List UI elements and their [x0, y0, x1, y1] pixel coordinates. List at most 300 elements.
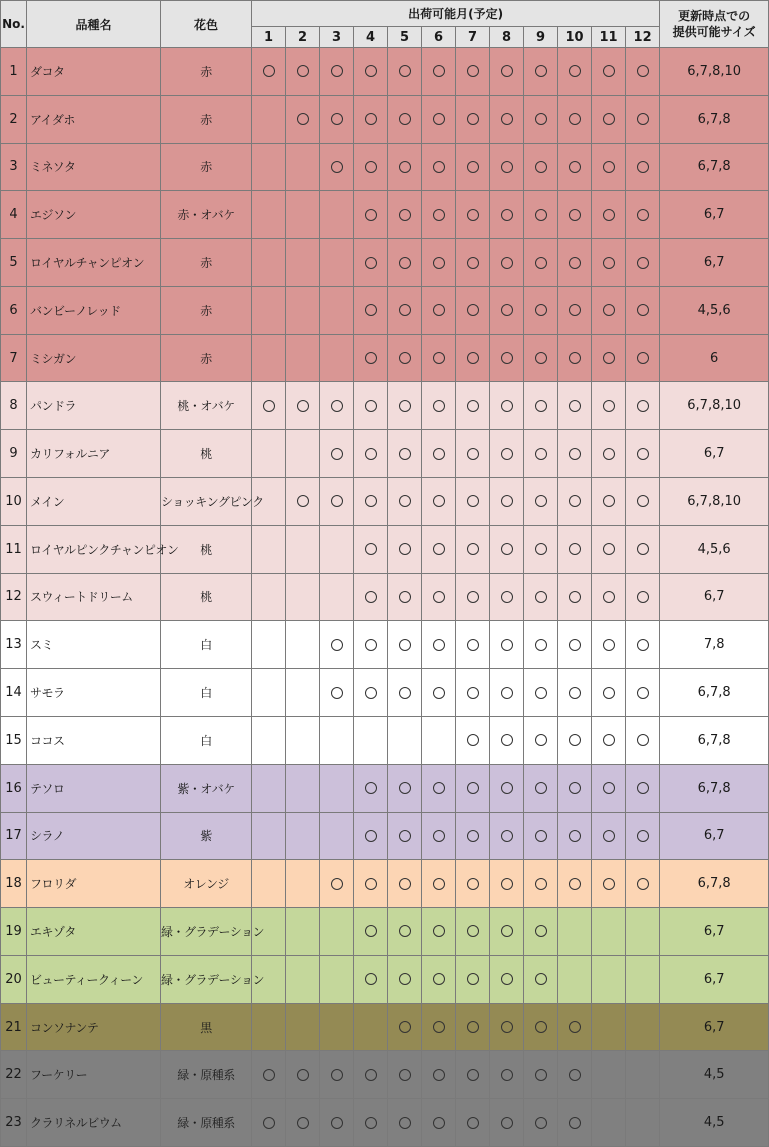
month-cell-9: [524, 860, 558, 908]
available-mark-icon: [399, 973, 411, 985]
available-mark-icon: [433, 925, 445, 937]
variety-name: フーケリー: [27, 1051, 161, 1099]
month-cell-3: [320, 478, 354, 526]
available-mark-icon: [535, 113, 547, 125]
month-cell-10: [558, 286, 592, 334]
available-mark-icon: [501, 65, 513, 77]
month-cell-2: [286, 334, 320, 382]
month-cell-11: [592, 716, 626, 764]
month-cell-5: [388, 716, 422, 764]
flower-color: 白: [161, 669, 252, 717]
row-number: 21: [1, 1003, 27, 1051]
flower-color: 桃: [161, 525, 252, 573]
available-mark-icon: [535, 973, 547, 985]
month-cell-4: [354, 1051, 388, 1099]
month-cell-7: [456, 525, 490, 573]
table-row: [1, 764, 769, 812]
month-cell-4: [354, 143, 388, 191]
available-mark-icon: [603, 495, 615, 507]
available-mark-icon: [501, 495, 513, 507]
available-mark-icon: [603, 304, 615, 316]
available-sizes: 6,7: [660, 812, 769, 860]
available-mark-icon: [433, 257, 445, 269]
available-mark-icon: [535, 591, 547, 603]
flower-color: 白: [161, 716, 252, 764]
available-mark-icon: [433, 973, 445, 985]
month-cell-7: [456, 1051, 490, 1099]
available-mark-icon: [365, 113, 377, 125]
variety-name: ココス: [27, 716, 161, 764]
table-row: [1, 621, 769, 669]
month-cell-2: [286, 955, 320, 1003]
month-cell-2: [286, 1099, 320, 1147]
available-mark-icon: [433, 1069, 445, 1081]
available-mark-icon: [399, 65, 411, 77]
available-mark-icon: [433, 830, 445, 842]
row-number: 9: [1, 430, 27, 478]
month-cell-6: [422, 669, 456, 717]
table-row: [1, 860, 769, 908]
month-cell-8: [490, 382, 524, 430]
month-cell-12: [626, 430, 660, 478]
flower-color: 黒: [161, 1003, 252, 1051]
month-cell-2: [286, 191, 320, 239]
available-mark-icon: [433, 1021, 445, 1033]
row-number: 20: [1, 955, 27, 1003]
month-cell-3: [320, 382, 354, 430]
month-cell-11: [592, 860, 626, 908]
available-sizes: 6,7,8: [660, 143, 769, 191]
month-cell-3: [320, 669, 354, 717]
table-row: [1, 812, 769, 860]
available-mark-icon: [433, 65, 445, 77]
month-cell-9: [524, 478, 558, 526]
available-mark-icon: [603, 257, 615, 269]
available-mark-icon: [603, 161, 615, 173]
flower-color: 桃: [161, 573, 252, 621]
month-cell-2: [286, 1003, 320, 1051]
month-cell-3: [320, 716, 354, 764]
month-cell-1: [252, 1003, 286, 1051]
available-mark-icon: [569, 1069, 581, 1081]
month-cell-5: [388, 525, 422, 573]
available-mark-icon: [603, 352, 615, 364]
month-cell-11: [592, 669, 626, 717]
variety-name: メイン: [27, 478, 161, 526]
available-mark-icon: [433, 161, 445, 173]
available-mark-icon: [501, 304, 513, 316]
available-mark-icon: [399, 495, 411, 507]
variety-name: スミ: [27, 621, 161, 669]
table-row: [1, 48, 769, 96]
month-cell-1: [252, 860, 286, 908]
month-cell-6: [422, 1003, 456, 1051]
flower-color: 桃: [161, 430, 252, 478]
month-cell-6: [422, 621, 456, 669]
month-cell-10: [558, 143, 592, 191]
variety-name: クラリネルビウム: [27, 1099, 161, 1147]
available-mark-icon: [467, 878, 479, 890]
month-cell-2: [286, 812, 320, 860]
month-cell-5: [388, 48, 422, 96]
month-cell-7: [456, 286, 490, 334]
table-row: [1, 669, 769, 717]
month-cell-7: [456, 191, 490, 239]
available-sizes: 6,7,8: [660, 716, 769, 764]
available-mark-icon: [569, 400, 581, 412]
month-cell-4: [354, 48, 388, 96]
month-cell-12: [626, 95, 660, 143]
available-mark-icon: [365, 925, 377, 937]
available-mark-icon: [535, 1069, 547, 1081]
available-mark-icon: [433, 1117, 445, 1129]
row-number: 15: [1, 716, 27, 764]
month-cell-1: [252, 334, 286, 382]
available-mark-icon: [331, 687, 343, 699]
flower-color: 赤・オバケ: [161, 191, 252, 239]
available-mark-icon: [433, 304, 445, 316]
available-mark-icon: [433, 352, 445, 364]
available-mark-icon: [569, 591, 581, 603]
available-mark-icon: [331, 495, 343, 507]
available-sizes: 4,5,6: [660, 286, 769, 334]
available-mark-icon: [501, 1021, 513, 1033]
table-row: [1, 382, 769, 430]
available-mark-icon: [569, 448, 581, 460]
month-cell-11: [592, 1003, 626, 1051]
month-cell-6: [422, 286, 456, 334]
flower-color: 白: [161, 621, 252, 669]
month-cell-3: [320, 1099, 354, 1147]
available-mark-icon: [399, 925, 411, 937]
header-flower-color: 花色: [161, 1, 252, 48]
available-mark-icon: [637, 734, 649, 746]
available-mark-icon: [535, 495, 547, 507]
available-mark-icon: [399, 878, 411, 890]
month-cell-3: [320, 1003, 354, 1051]
month-cell-8: [490, 478, 524, 526]
available-mark-icon: [433, 495, 445, 507]
header-month-4: 4: [354, 27, 388, 48]
row-number: 12: [1, 573, 27, 621]
month-cell-11: [592, 48, 626, 96]
month-cell-3: [320, 48, 354, 96]
month-cell-11: [592, 286, 626, 334]
available-mark-icon: [603, 878, 615, 890]
variety-name: パンドラ: [27, 382, 161, 430]
month-cell-5: [388, 1051, 422, 1099]
available-mark-icon: [467, 400, 479, 412]
month-cell-6: [422, 955, 456, 1003]
available-mark-icon: [365, 448, 377, 460]
month-cell-6: [422, 239, 456, 287]
month-cell-5: [388, 334, 422, 382]
month-cell-6: [422, 430, 456, 478]
row-number: 19: [1, 908, 27, 956]
month-cell-9: [524, 525, 558, 573]
available-mark-icon: [535, 782, 547, 794]
available-sizes: 6,7: [660, 239, 769, 287]
month-cell-1: [252, 95, 286, 143]
available-mark-icon: [501, 591, 513, 603]
month-cell-7: [456, 239, 490, 287]
available-mark-icon: [535, 448, 547, 460]
available-mark-icon: [501, 639, 513, 651]
month-cell-3: [320, 191, 354, 239]
available-mark-icon: [637, 782, 649, 794]
month-cell-4: [354, 1003, 388, 1051]
available-mark-icon: [297, 495, 309, 507]
available-sizes: 6,7,8: [660, 860, 769, 908]
available-mark-icon: [603, 209, 615, 221]
available-mark-icon: [535, 878, 547, 890]
available-mark-icon: [467, 639, 479, 651]
month-cell-5: [388, 286, 422, 334]
available-mark-icon: [637, 352, 649, 364]
month-cell-1: [252, 48, 286, 96]
month-cell-5: [388, 764, 422, 812]
month-cell-11: [592, 334, 626, 382]
month-cell-11: [592, 191, 626, 239]
variety-name: フロリダ: [27, 860, 161, 908]
month-cell-6: [422, 95, 456, 143]
available-mark-icon: [535, 209, 547, 221]
month-cell-10: [558, 573, 592, 621]
month-cell-4: [354, 95, 388, 143]
row-number: 16: [1, 764, 27, 812]
month-cell-8: [490, 525, 524, 573]
month-cell-8: [490, 430, 524, 478]
month-cell-3: [320, 334, 354, 382]
available-mark-icon: [637, 639, 649, 651]
row-number: 2: [1, 95, 27, 143]
month-cell-7: [456, 430, 490, 478]
month-cell-9: [524, 48, 558, 96]
month-cell-9: [524, 143, 558, 191]
month-cell-12: [626, 1003, 660, 1051]
variety-name: アイダホ: [27, 95, 161, 143]
header-no: No.: [1, 1, 27, 48]
month-cell-6: [422, 48, 456, 96]
available-mark-icon: [637, 591, 649, 603]
month-cell-12: [626, 382, 660, 430]
month-cell-3: [320, 95, 354, 143]
month-cell-9: [524, 1099, 558, 1147]
month-cell-10: [558, 1099, 592, 1147]
available-mark-icon: [433, 878, 445, 890]
month-cell-4: [354, 955, 388, 1003]
available-mark-icon: [535, 257, 547, 269]
row-number: 5: [1, 239, 27, 287]
table-row: [1, 191, 769, 239]
month-cell-9: [524, 382, 558, 430]
month-cell-12: [626, 334, 660, 382]
flower-color: 緑・原種系: [161, 1099, 252, 1147]
available-mark-icon: [331, 878, 343, 890]
variety-name: ビューティークィーン: [27, 955, 161, 1003]
available-mark-icon: [569, 878, 581, 890]
header-size-line1: 更新時点での: [678, 9, 751, 23]
month-cell-4: [354, 716, 388, 764]
available-mark-icon: [467, 973, 479, 985]
available-mark-icon: [467, 734, 479, 746]
month-cell-4: [354, 860, 388, 908]
month-cell-8: [490, 286, 524, 334]
table-row: [1, 1051, 769, 1099]
month-cell-5: [388, 621, 422, 669]
month-cell-12: [626, 286, 660, 334]
available-mark-icon: [365, 65, 377, 77]
month-cell-5: [388, 1003, 422, 1051]
row-number: 18: [1, 860, 27, 908]
month-cell-10: [558, 621, 592, 669]
flower-color: 赤: [161, 95, 252, 143]
available-mark-icon: [467, 352, 479, 364]
month-cell-1: [252, 1099, 286, 1147]
available-mark-icon: [569, 495, 581, 507]
available-mark-icon: [569, 1117, 581, 1129]
available-mark-icon: [569, 113, 581, 125]
available-mark-icon: [535, 687, 547, 699]
available-sizes: 6,7,8,10: [660, 48, 769, 96]
flower-color: 赤: [161, 48, 252, 96]
month-cell-7: [456, 812, 490, 860]
month-cell-1: [252, 764, 286, 812]
available-sizes: 6,7: [660, 191, 769, 239]
available-mark-icon: [637, 113, 649, 125]
available-mark-icon: [569, 65, 581, 77]
month-cell-8: [490, 812, 524, 860]
available-mark-icon: [365, 591, 377, 603]
month-cell-10: [558, 239, 592, 287]
month-cell-6: [422, 860, 456, 908]
variety-name: ダコタ: [27, 48, 161, 96]
month-cell-12: [626, 48, 660, 96]
month-cell-7: [456, 764, 490, 812]
available-mark-icon: [399, 591, 411, 603]
month-cell-11: [592, 573, 626, 621]
month-cell-5: [388, 573, 422, 621]
available-mark-icon: [637, 448, 649, 460]
variety-name: スウィートドリーム: [27, 573, 161, 621]
variety-name: ロイヤルチャンピオン: [27, 239, 161, 287]
month-cell-11: [592, 1051, 626, 1099]
header-month-2: 2: [286, 27, 320, 48]
available-mark-icon: [467, 925, 479, 937]
variety-name: ロイヤルピンクチャンピオン: [27, 525, 161, 573]
month-cell-9: [524, 716, 558, 764]
available-mark-icon: [365, 352, 377, 364]
month-cell-4: [354, 573, 388, 621]
available-mark-icon: [467, 161, 479, 173]
month-cell-1: [252, 573, 286, 621]
month-cell-8: [490, 955, 524, 1003]
month-cell-2: [286, 239, 320, 287]
month-cell-1: [252, 286, 286, 334]
row-number: 11: [1, 525, 27, 573]
month-cell-1: [252, 382, 286, 430]
available-mark-icon: [399, 113, 411, 125]
month-cell-4: [354, 621, 388, 669]
month-cell-7: [456, 716, 490, 764]
available-mark-icon: [535, 639, 547, 651]
month-cell-2: [286, 716, 320, 764]
month-cell-1: [252, 430, 286, 478]
table-row: [1, 239, 769, 287]
header-month-7: 7: [456, 27, 490, 48]
month-cell-11: [592, 382, 626, 430]
flower-color: 緑・原種系: [161, 1051, 252, 1099]
month-cell-9: [524, 286, 558, 334]
month-cell-10: [558, 525, 592, 573]
available-sizes: 6,7: [660, 955, 769, 1003]
header-shipping-months: 出荷可能月(予定): [252, 1, 660, 27]
month-cell-11: [592, 430, 626, 478]
variety-name: シラノ: [27, 812, 161, 860]
month-cell-7: [456, 621, 490, 669]
header-available-sizes: [660, 1, 769, 48]
month-cell-10: [558, 478, 592, 526]
available-mark-icon: [263, 1117, 275, 1129]
available-sizes: 7,8: [660, 621, 769, 669]
available-mark-icon: [501, 161, 513, 173]
month-cell-11: [592, 621, 626, 669]
month-cell-4: [354, 382, 388, 430]
available-mark-icon: [399, 1021, 411, 1033]
available-sizes: 6,7: [660, 908, 769, 956]
month-cell-5: [388, 478, 422, 526]
month-cell-7: [456, 908, 490, 956]
header-month-1: 1: [252, 27, 286, 48]
available-mark-icon: [467, 1069, 479, 1081]
month-cell-9: [524, 621, 558, 669]
month-cell-4: [354, 669, 388, 717]
month-cell-8: [490, 95, 524, 143]
available-sizes: 4,5,6: [660, 525, 769, 573]
month-cell-7: [456, 669, 490, 717]
month-cell-3: [320, 812, 354, 860]
table-row: [1, 478, 769, 526]
available-mark-icon: [501, 400, 513, 412]
available-mark-icon: [399, 687, 411, 699]
available-mark-icon: [637, 400, 649, 412]
available-mark-icon: [433, 448, 445, 460]
available-mark-icon: [603, 830, 615, 842]
table-row: [1, 430, 769, 478]
month-cell-12: [626, 955, 660, 1003]
month-cell-3: [320, 286, 354, 334]
month-cell-4: [354, 430, 388, 478]
month-cell-2: [286, 1051, 320, 1099]
available-mark-icon: [535, 161, 547, 173]
month-cell-10: [558, 95, 592, 143]
available-mark-icon: [535, 1117, 547, 1129]
month-cell-9: [524, 955, 558, 1003]
month-cell-8: [490, 1003, 524, 1051]
month-cell-4: [354, 908, 388, 956]
available-mark-icon: [637, 878, 649, 890]
available-mark-icon: [569, 352, 581, 364]
header-month-8: 8: [490, 27, 524, 48]
available-mark-icon: [535, 65, 547, 77]
available-mark-icon: [535, 352, 547, 364]
month-cell-1: [252, 812, 286, 860]
month-cell-5: [388, 191, 422, 239]
available-mark-icon: [467, 448, 479, 460]
available-mark-icon: [569, 257, 581, 269]
month-cell-12: [626, 860, 660, 908]
available-mark-icon: [365, 304, 377, 316]
